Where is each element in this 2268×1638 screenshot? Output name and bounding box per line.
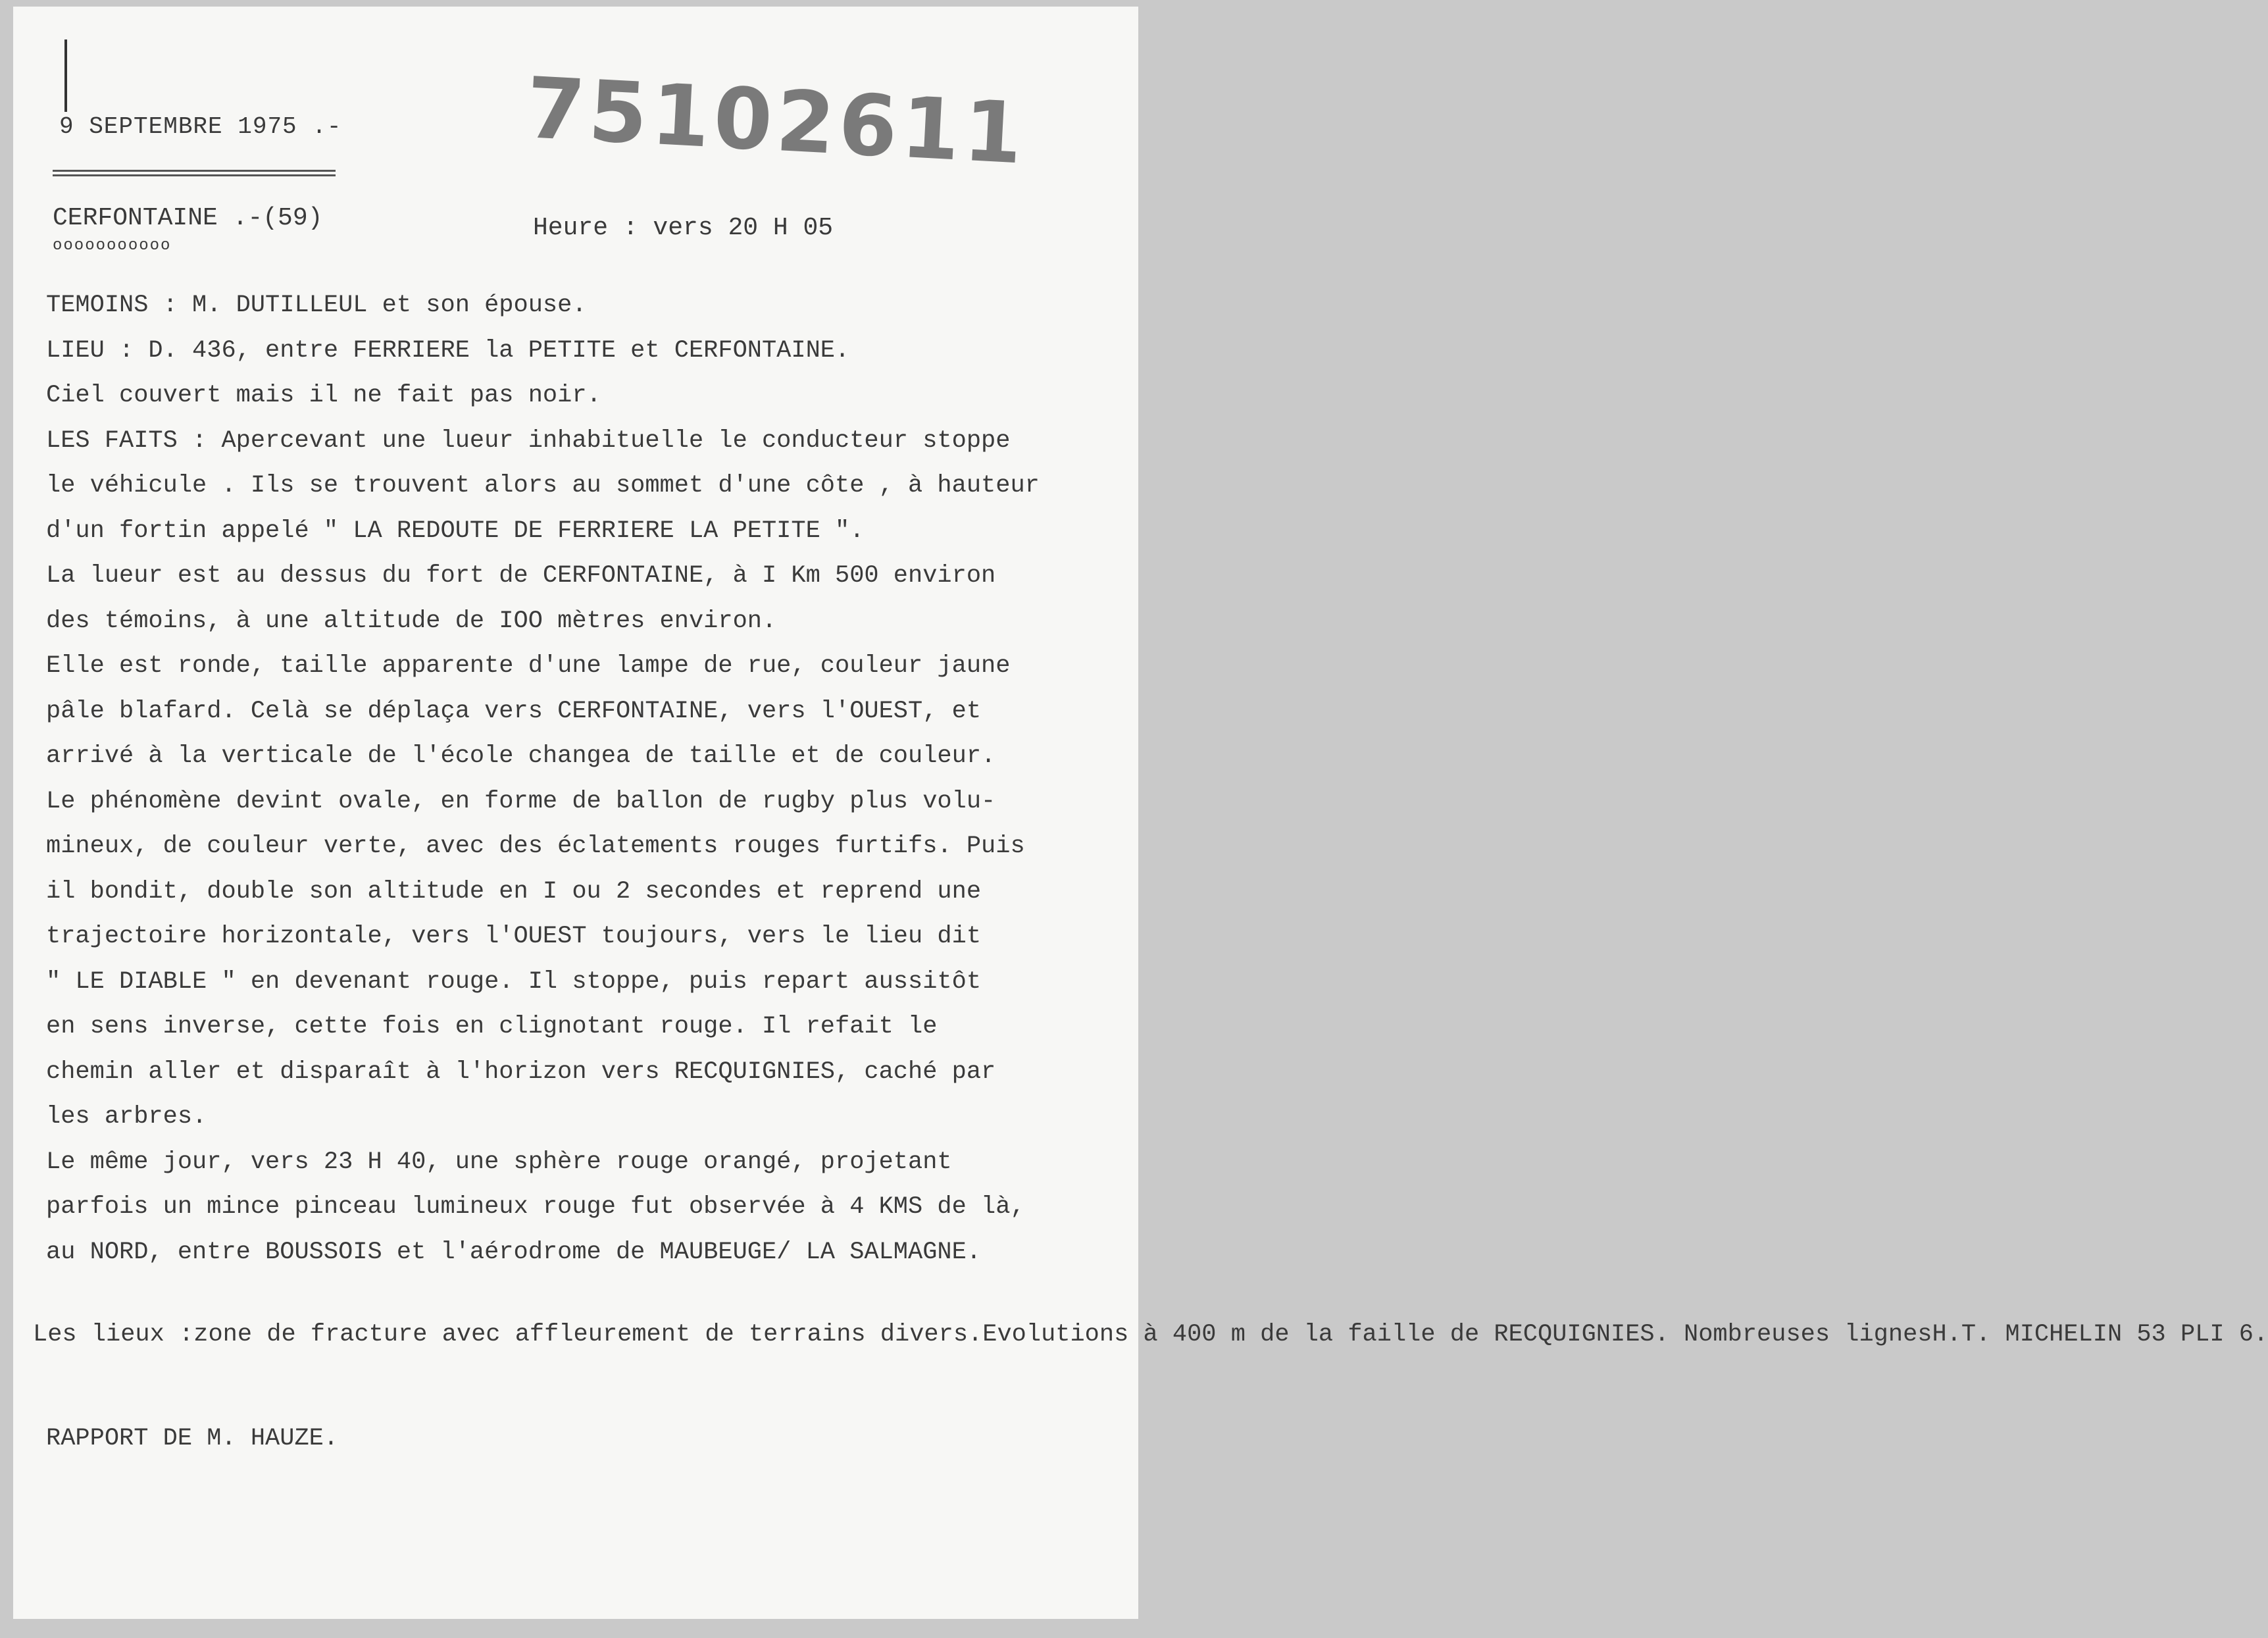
body-line: les arbres. [46, 1094, 1112, 1140]
body-line: Le phénomène devint ovale, en forme de ballon de rugby plus volu- [46, 779, 1112, 825]
notes-line: Les lieux :zone de fracture avec affleurement de terrains divers. [33, 1321, 982, 1348]
body-line: trajectoire horizontale, vers l'OUEST toujours, vers le lieu dit [46, 914, 1112, 960]
report-body [46, 283, 1112, 1275]
body-line: d'un fortin appelé " LA REDOUTE DE FERRIERE LA PETITE ". [46, 509, 1112, 554]
body-line: TEMOINS : M. DUTILLEUL et son épouse. [46, 283, 1112, 328]
body-line: mineux, de couleur verte, avec des éclatements rouges furtifs. Puis [46, 824, 1112, 869]
site-notes [33, 1319, 1112, 1350]
body-line: Elle est ronde, taille apparente d'une lampe de rue, couleur jaune [46, 644, 1112, 689]
report-date: 9 SEPTEMBRE 1975 .- [59, 113, 341, 140]
document-page [13, 7, 1138, 1619]
body-line: pâle blafard. Celà se déplaça vers CERFONTAINE, vers l'OUEST, et [46, 689, 1112, 734]
body-line: arrivé à la verticale de l'école changea de taille et de couleur. [46, 734, 1112, 779]
body-line: des témoins, à une altitude de IOO mètres environ. [46, 599, 1112, 644]
time-of-event: Heure : vers 20 H 05 [533, 214, 833, 242]
date-double-underline [53, 170, 336, 176]
body-line: La lueur est au dessus du fort de CERFONTAINE, à I Km 500 environ [46, 553, 1112, 599]
body-line: LIEU : D. 436, entre FERRIERE la PETITE et CERFONTAINE. [46, 328, 1112, 374]
document-number-stamp: 75102611 [524, 59, 1028, 184]
body-line: au NORD, entre BOUSSOIS et l'aérodrome de MAUBEUGE/ LA SALMAGNE. [46, 1230, 1112, 1275]
body-line: chemin aller et disparaît à l'horizon vers RECQUIGNIES, caché par [46, 1050, 1112, 1095]
notes-line: Evolutions à 400 m de la faille de RECQUIGNIES. Nombreuses lignes [982, 1321, 1932, 1348]
body-line: en sens inverse, cette fois en clignotant rouge. Il refait le [46, 1004, 1112, 1050]
body-line: " LE DIABLE " en devenant rouge. Il stoppe, puis repart aussitôt [46, 960, 1112, 1005]
body-line: parfois un mince pinceau lumineux rouge fut observée à 4 KMS de là, [46, 1185, 1112, 1230]
body-line: LES FAITS : Apercevant une lueur inhabituelle le conducteur stoppe [46, 419, 1112, 464]
body-line: il bondit, double son altitude en I ou 2 secondes et reprend une [46, 869, 1112, 915]
body-line: Ciel couvert mais il ne fait pas noir. [46, 373, 1112, 419]
report-author: RAPPORT DE M. HAUZE. [46, 1425, 338, 1452]
margin-mark [64, 39, 67, 112]
location-heading: CERFONTAINE .-(59) [53, 204, 322, 232]
body-line: Le même jour, vers 23 H 40, une sphère rouge orangé, projetant [46, 1140, 1112, 1185]
body-line: le véhicule . Ils se trouvent alors au sommet d'une côte , à hauteur [46, 463, 1112, 509]
location-underline: ooooooooooo [53, 237, 171, 255]
notes-line: H.T. MICHELIN 53 PLI 6. [1932, 1321, 2268, 1348]
